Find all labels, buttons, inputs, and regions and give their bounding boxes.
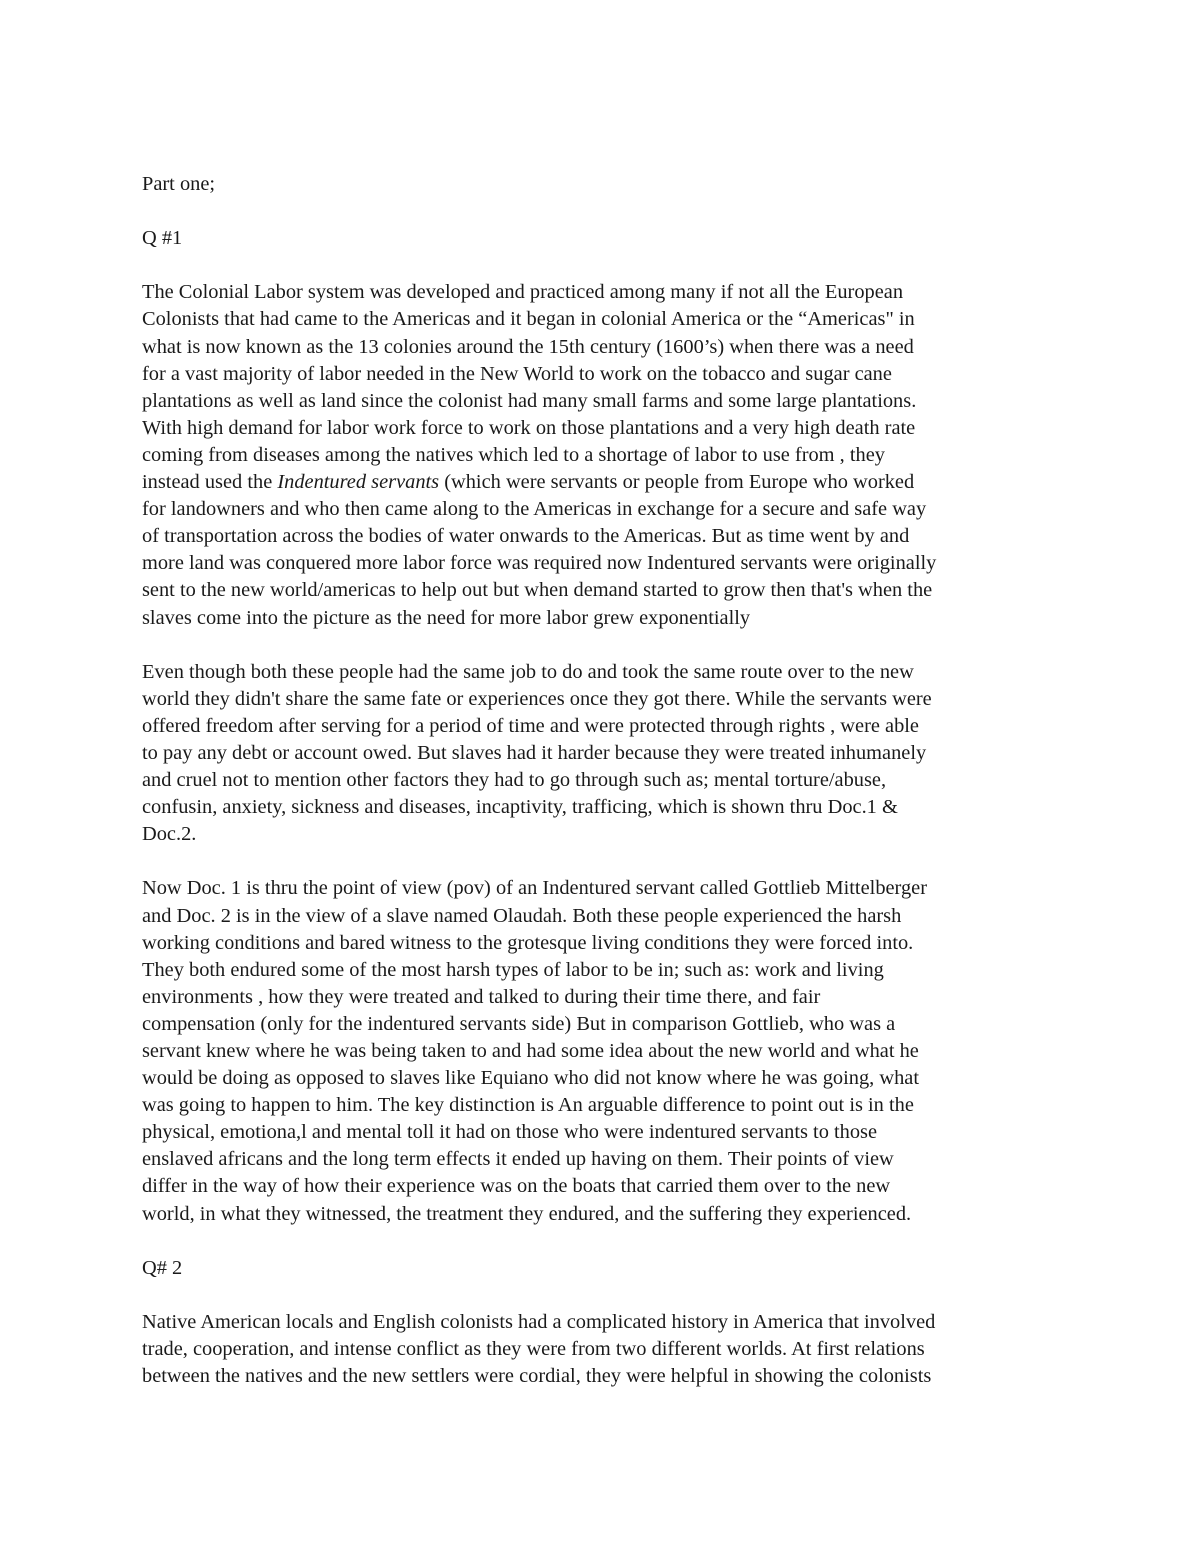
text-line: sent to the new world/americas to help out but when demand started to grow then that's when the xyxy=(142,579,933,602)
text-line: Native American locals and English colonists had a complicated history in America that involved xyxy=(142,1310,936,1333)
document-body xyxy=(142,171,1072,1390)
text-line: offered freedom after serving for a period of time and were protected through rights , were able xyxy=(142,714,919,737)
text-line: trade, cooperation, and intense conflict as they were from two different worlds. At first relations xyxy=(142,1338,925,1361)
blank-line xyxy=(142,632,1072,659)
text-line: plantations as well as land since the colonist had many small farms and some large plantations. xyxy=(142,389,917,412)
text-line: servant knew where he was being taken to and had some idea about the new world and what he xyxy=(142,1040,919,1062)
blank-line xyxy=(142,252,1072,279)
text-fragment: instead used the xyxy=(142,471,278,494)
text-line: for landowners and who then came along to the Americas in exchange for a secure and safe way xyxy=(142,498,927,521)
q1-paragraph-1 xyxy=(142,279,1072,631)
text-line: environments , how they were treated and talked to during their time there, and fair xyxy=(142,985,821,1008)
blank-line xyxy=(142,1282,1072,1309)
text-line: Doc.2. xyxy=(142,823,197,846)
q1-paragraph-2 xyxy=(142,659,1072,849)
question-1-heading: Q #1 xyxy=(142,227,183,250)
text-line-with-italic xyxy=(142,469,1072,496)
text-line: slaves come into the picture as the need for more labor grew exponentially xyxy=(142,606,751,629)
blank-line xyxy=(142,848,1072,875)
text-line: coming from diseases among the natives which led to a shortage of labor to use from , they xyxy=(142,443,885,466)
text-line: enslaved africans and the long term effects it ended up having on them. Their points of view xyxy=(142,1148,894,1171)
blank-line xyxy=(142,1228,1072,1255)
text-line: physical, emotiona,l and mental toll it had on those who were indentured servants to those xyxy=(142,1121,878,1144)
text-line: for a vast majority of labor needed in the New World to work on the tobacco and sugar cane xyxy=(142,362,892,385)
text-line: confusin, anxiety, sickness and diseases, incaptivity, trafficing, which is shown thru Doc.1 & xyxy=(142,796,898,819)
text-line: world, in what they witnessed, the treatment they endured, and the suffering they experienced. xyxy=(142,1202,912,1225)
text-line: and Doc. 2 is in the view of a slave named Olaudah. Both these people experienced the harsh xyxy=(142,904,902,927)
q1-paragraph-3 xyxy=(142,875,1072,1227)
blank-line xyxy=(142,198,1072,225)
text-line: world they didn't share the same fate or experiences once they got there. While the servants were xyxy=(142,687,932,710)
text-fragment: (which were servants or people from Europe who worked xyxy=(439,471,915,494)
q2-paragraph-1 xyxy=(142,1309,1072,1390)
text-line: between the natives and the new settlers were cordial, they were helpful in showing the colonists xyxy=(142,1365,932,1388)
text-line: compensation (only for the indentured servants side) But in comparison Gottlieb, who was a xyxy=(142,1012,896,1035)
text-line: was going to happen to him. The key distinction is An arguable difference to point out is in the xyxy=(142,1094,914,1117)
part-heading: Part one; xyxy=(142,173,216,195)
text-line: Now Doc. 1 is thru the point of view (pov) of an Indentured servant called Gottlieb Mittelberger xyxy=(142,877,928,900)
text-line: of transportation across the bodies of water onwards to the Americas. But as time went by and xyxy=(142,525,910,548)
italic-term: Indentured servants xyxy=(277,471,440,494)
text-line: would be doing as opposed to slaves like Equiano who did not know where he was going, what xyxy=(142,1067,919,1090)
text-line: working conditions and bared witness to the grotesque living conditions they were forced into. xyxy=(142,931,914,954)
text-line: They both endured some of the most harsh types of labor to be in; such as: work and living xyxy=(142,958,884,981)
question-2-heading: Q# 2 xyxy=(142,1256,183,1279)
text-line: The Colonial Labor system was developed and practiced among many if not all the European xyxy=(142,281,904,304)
text-line: differ in the way of how their experience was on the boats that carried them over to the new xyxy=(142,1175,891,1198)
text-line: what is now known as the 13 colonies around the 15th century (1600’s) when there was a need xyxy=(142,335,914,358)
text-line: Even though both these people had the same job to do and took the same route over to the new xyxy=(142,660,914,683)
text-line: more land was conquered more labor force was required now Indentured servants were originally xyxy=(142,552,937,575)
text-line: Colonists that had came to the Americas and it began in colonial America or the “Americas" in xyxy=(142,308,915,331)
text-line: and cruel not to mention other factors they had to go through such as; mental torture/abuse, xyxy=(142,769,887,792)
text-line: to pay any debt or account owed. But slaves had it harder because they were treated inhumanely xyxy=(142,741,927,764)
text-line: With high demand for labor work force to work on those plantations and a very high death rate xyxy=(142,416,916,439)
